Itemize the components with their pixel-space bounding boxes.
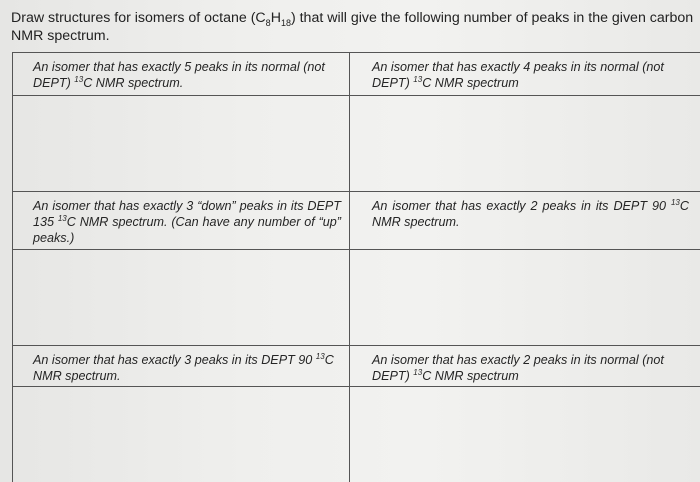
answer-box-3-down-dept135[interactable]: [13, 250, 350, 345]
table-row: [13, 53, 700, 96]
prompt-text: An isomer that has exactly 5 peaks in its normal (not DEPT): [33, 60, 325, 90]
question-suffix: ) that will give the following number of peaks in the given carbon NMR spectrum.: [11, 10, 694, 44]
prompt-4-peaks-normal: [350, 53, 700, 95]
prompt-text: C NMR spectrum.: [83, 76, 184, 90]
prompt-text: C NMR spectrum: [422, 76, 519, 90]
superscript-13: 13: [413, 367, 423, 377]
prompt-3-peaks-dept90: [13, 346, 350, 386]
superscript-13: 13: [74, 74, 84, 84]
hydrogen-symbol: H: [270, 10, 281, 26]
prompt-text: An isomer that has exactly 3 “down” peaks in its DEPT 135: [33, 199, 341, 229]
superscript-13: 13: [413, 74, 423, 84]
prompt-2-peaks-dept90: [350, 192, 700, 249]
answer-box-5-peaks-normal[interactable]: [13, 96, 350, 191]
superscript-13: 13: [57, 213, 67, 223]
prompt-text: C NMR spectrum: [422, 369, 519, 383]
prompt-text: An isomer that has exactly 4 peaks in its normal (not DEPT): [372, 60, 664, 90]
answer-box-2-peaks-normal[interactable]: [350, 387, 700, 482]
table-row: [13, 250, 700, 346]
table-row: [13, 346, 700, 387]
prompt-3-down-dept135: [13, 192, 350, 249]
table-row: [13, 96, 700, 192]
prompt-text: C NMR spectrum. (Can have any number of “up” peaks.): [33, 215, 341, 245]
answer-box-3-peaks-dept90[interactable]: [13, 387, 350, 482]
answer-box-4-peaks-normal[interactable]: [350, 96, 700, 191]
question-text: [11, 9, 696, 45]
subscript-hydrogen-count: 18: [280, 17, 291, 28]
superscript-13: 13: [670, 197, 680, 207]
prompt-text: An isomer that has exactly 3 peaks in its DEPT 90: [33, 353, 316, 367]
answer-table: [12, 52, 700, 482]
question-prefix: Draw structures for isomers of octane (C: [11, 10, 266, 26]
prompt-5-peaks-normal: [13, 53, 350, 95]
superscript-13: 13: [315, 351, 325, 361]
prompt-text: An isomer that has exactly 2 peaks in its normal (not DEPT): [372, 353, 664, 383]
answer-box-2-peaks-dept90[interactable]: [350, 250, 700, 345]
subscript-carbon-count: 8: [265, 17, 271, 28]
table-row: [13, 387, 700, 482]
prompt-text: C NMR spectrum.: [372, 199, 689, 229]
table-row: [13, 192, 700, 250]
prompt-text: C NMR spectrum.: [33, 353, 334, 383]
prompt-text: An isomer that has exactly 2 peaks in its DEPT 90: [372, 199, 671, 213]
prompt-2-peaks-normal: [350, 346, 700, 386]
